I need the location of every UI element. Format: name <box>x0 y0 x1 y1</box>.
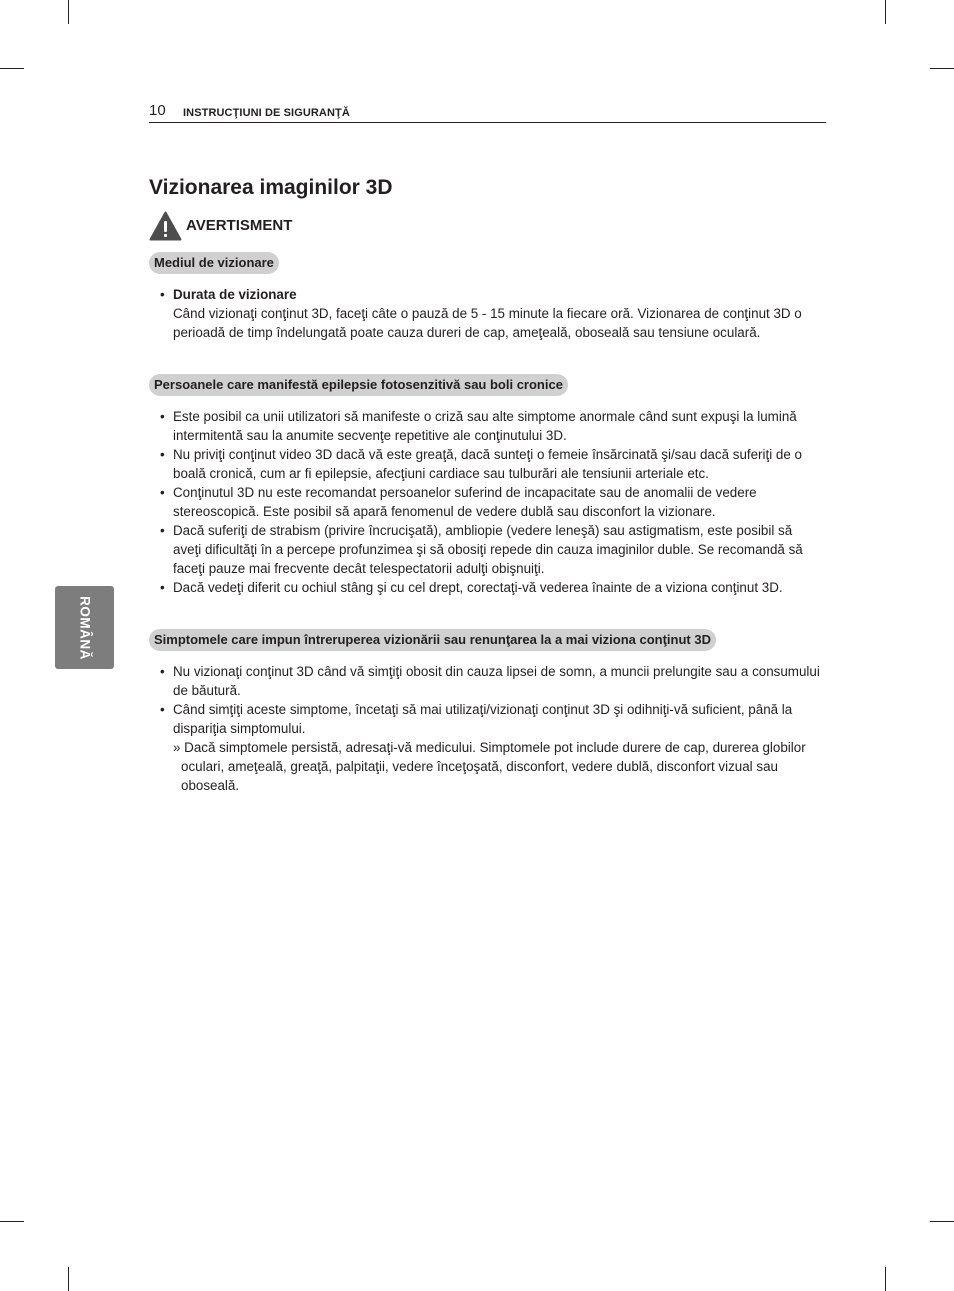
list-item <box>160 662 820 700</box>
list-item <box>160 521 820 578</box>
item-text: Este posibil ca unii utilizatori să manifeste o criză sau alte simptome anormale când sunt expuşi la lumină intermitentă sau la anumite secvenţe repetitive ale conţinutului 3D. <box>173 409 797 443</box>
crop-mark <box>68 1267 69 1291</box>
section-heading: Persoanele care manifestă epilepsie fotosenzitivă sau boli cronice <box>149 374 568 396</box>
list-item <box>160 285 820 342</box>
section-heading: Mediul de vizionare <box>149 252 279 274</box>
item-note: » Dacă simptomele persistă, adresaţi-vă medicului. Simptomele pot include durere de cap, durerea globilor oculari, ameţeală, greaţă, palpitaţii, vedere înceţoşată, disconfort, vedere dublă, disconfort vizual sau oboseală. <box>173 740 806 793</box>
section-list <box>160 407 820 597</box>
crop-mark <box>885 0 886 24</box>
crop-mark <box>0 1221 24 1222</box>
item-text: Când simţiţi aceste simptome, încetaţi să mai utilizaţi/vizionaţi conţinut 3D şi odihniţi-vă suficient, până la dispariţia simptomului. <box>173 702 793 736</box>
crop-mark <box>68 0 69 24</box>
running-header <box>149 102 826 123</box>
list-item <box>160 445 820 483</box>
language-label: ROMÂNĂ <box>77 595 92 660</box>
section-name: INSTRUCŢIUNI DE SIGURANŢĂ <box>183 107 350 119</box>
item-text: Nu priviţi conţinut video 3D dacă vă este greaţă, dacă sunteţi o femeie însărcinată şi/sau dacă suferiţi de o boală cronică, cum ar fi epilepsie, afecţiuni cardiace sau tulburări ale tensiunii arteriale etc. <box>173 447 802 481</box>
item-text: Când vizionaţi conţinut 3D, faceţi câte o pauză de 5 - 15 minute la fiecare oră. Vizionarea de conţinut 3D o perioadă de timp îndelungată poate cauza dureri de cap, ameţeală, oboseală sau tensiune oculară. <box>173 306 802 340</box>
language-side-tab <box>55 586 114 669</box>
section-list <box>160 662 820 795</box>
page-title: Vizionarea imaginilor 3D <box>149 176 393 199</box>
section-list <box>160 285 820 342</box>
list-item <box>160 483 820 521</box>
crop-mark <box>0 68 24 69</box>
item-title: • Durata de vizionare <box>173 287 297 302</box>
crop-mark <box>930 68 954 69</box>
item-text: Conţinutul 3D nu este recomandat persoanelor suferind de incapacitate sau de anomalii de vedere stereoscopică. Este posibil să apară fenomenul de vedere dublă sau disconfort la vizionare. <box>173 485 757 519</box>
warning-label: AVERTISMENT <box>186 217 293 234</box>
warning-triangle-icon <box>149 211 182 241</box>
list-item <box>160 407 820 445</box>
crop-mark <box>885 1267 886 1291</box>
list-item <box>160 700 820 795</box>
item-text: Dacă suferiţi de strabism (privire încrucişată), ambliopie (vedere leneşă) sau astigmatism, este posibil să aveţi dificultăţi în a percepe profunzimea şi să obosiţi repede din cauza imaginilor duble. Se recomandă să faceţi pauze mai frecvente decât telespectatorii adulţi obişnuiţi. <box>173 523 803 576</box>
crop-mark <box>930 1221 954 1222</box>
page-number: 10 <box>149 102 166 119</box>
section-heading: Simptomele care impun întreruperea vizionării sau renunţarea la a mai viziona conţinut 3D <box>149 629 716 651</box>
list-item <box>160 578 820 597</box>
item-text: Nu vizionaţi conţinut 3D când vă simţiţi obosit din cauza lipsei de somn, a muncii prelungite sau a consumului de băutură. <box>173 664 820 698</box>
item-text: Dacă vedeţi diferit cu ochiul stâng şi cu cel drept, corectaţi-vă vederea înainte de a viziona conţinut 3D. <box>173 580 783 595</box>
